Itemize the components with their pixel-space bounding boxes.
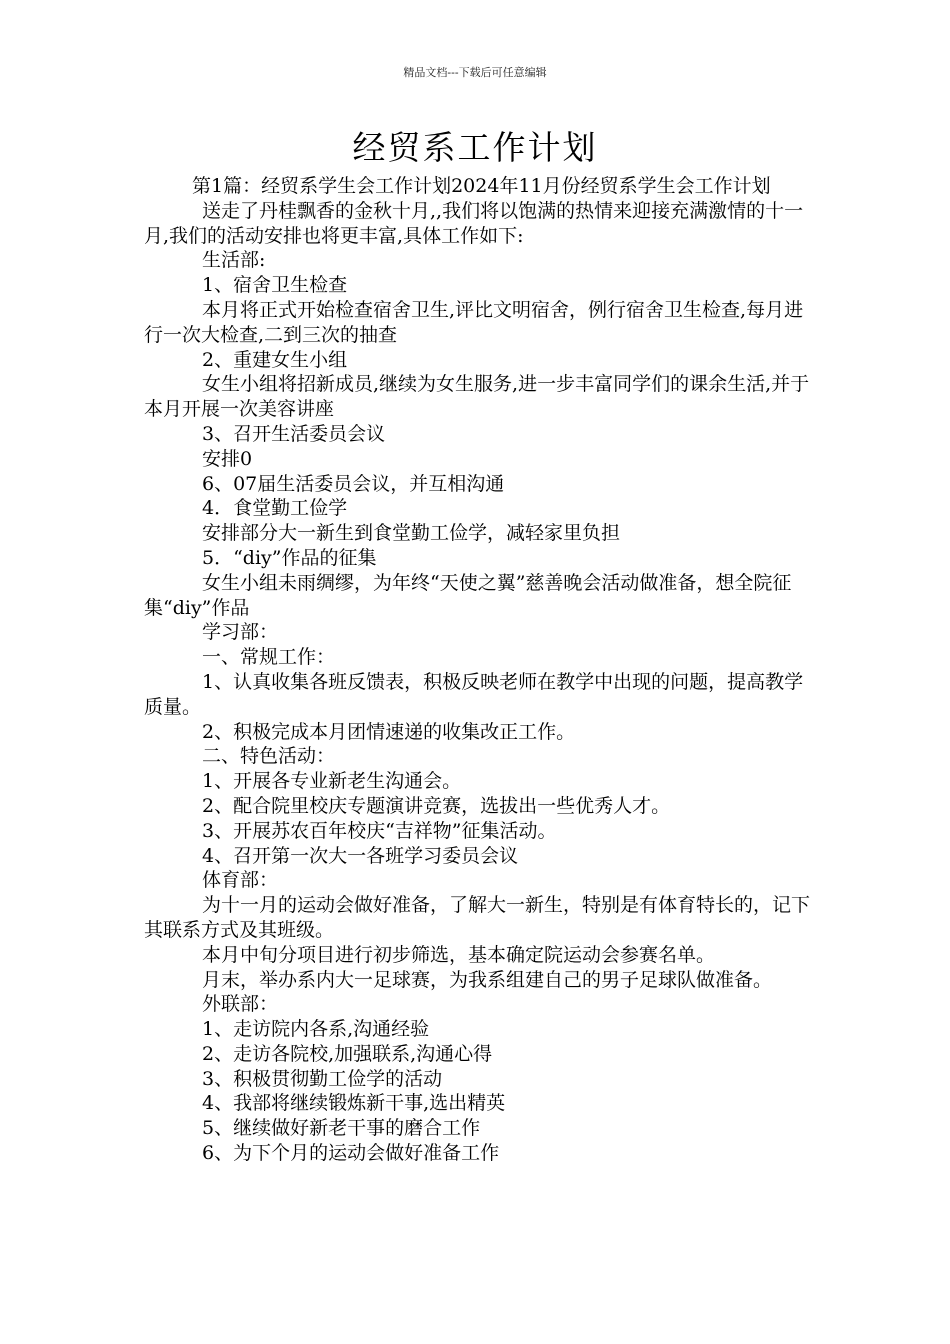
paragraph: 2、积极完成本月团情速递的收集改正工作。 xyxy=(202,720,576,743)
paragraph: 安排0 xyxy=(202,447,253,470)
paragraph: 本月中旬分项目进行初步筛选，基本确定院运动会参赛名单。 xyxy=(202,943,716,966)
paragraph: 1、走访院内各系,沟通经验 xyxy=(202,1018,430,1041)
paragraph: 2、重建女生小组 xyxy=(202,348,348,371)
header-note: 精品文档---下载后可任意编辑 xyxy=(403,66,547,79)
paragraph: 2、走访各院校,加强联系,沟通心得 xyxy=(202,1042,493,1065)
paragraph-subtitle: 第1篇：经贸系学生会工作计划2024年11月份经贸系学生会工作计划 xyxy=(192,175,771,197)
paragraph: 月末，举办系内大一足球赛，为我系组建自己的男子足球队做准备。 xyxy=(202,968,773,991)
paragraph: 送走了丹桂飘香的金秋十月,,我们将以饱满的热情来迎接充满激情的十一月,我们的活动安排也将更丰富,具体工作如下: xyxy=(144,199,804,247)
paragraph: 6、为下个月的运动会做好准备工作 xyxy=(202,1142,500,1165)
paragraph: 安排部分大一新生到食堂勤工俭学，减轻家里负担 xyxy=(202,522,621,545)
section-heading-outreach: 外联部： xyxy=(202,993,279,1016)
paragraph: 4、召开第一次大一各班学习委员会议 xyxy=(202,844,519,867)
paragraph: 二、特色活动： xyxy=(202,745,336,768)
paragraph: 为十一月的运动会做好准备，了解大一新生，特别是有体育特长的，记下其联系方式及其班级。 xyxy=(144,894,811,941)
paragraph: 一、常规工作： xyxy=(202,646,336,669)
paragraph: 1、认真收集各班反馈表，积极反映老师在教学中出现的问题，提高教学质量。 xyxy=(144,670,804,718)
paragraph: 3、召开生活委员会议 xyxy=(202,422,386,445)
section-heading-study: 学习部： xyxy=(202,621,279,644)
paragraph: 本月将正式开始检查宿舍卫生,评比文明宿舍，例行宿舍卫生检查,每月进行一次大检查,二到三次的抽查 xyxy=(144,298,804,346)
paragraph: 女生小组未雨绸缪，为年终“天使之翼”慈善晚会活动做准备，想全院征集“diy”作品 xyxy=(144,571,792,619)
paragraph: 3、开展苏农百年校庆“吉祥物”征集活动。 xyxy=(202,819,557,842)
paragraph: 5．“diy”作品的征集 xyxy=(202,546,377,569)
paragraph: 1、开展各专业新老生沟通会。 xyxy=(202,770,462,793)
document-body xyxy=(144,174,816,1166)
section-heading-sports: 体育部： xyxy=(202,869,279,892)
paragraph: 4．食堂勤工俭学 xyxy=(202,497,348,520)
page-title: 经贸系工作计划 xyxy=(352,128,598,167)
paragraph: 1、宿舍卫生检查 xyxy=(202,274,348,297)
paragraph: 4、我部将继续锻炼新干事,选出精英 xyxy=(202,1092,506,1115)
paragraph: 5、继续做好新老干事的磨合工作 xyxy=(202,1117,481,1140)
paragraph: 3、积极贯彻勤工俭学的活动 xyxy=(202,1067,443,1090)
paragraph: 女生小组将招新成员,继续为女生服务,进一步丰富同学们的课余生活,并于本月开展一次美容讲座 xyxy=(144,373,810,421)
paragraph: 6、07届生活委员会议，并互相沟通 xyxy=(202,472,505,495)
section-heading-life: 生活部: xyxy=(202,249,266,272)
paragraph: 2、配合院里校庆专题演讲竞赛，选拔出一些优秀人才。 xyxy=(202,794,671,817)
